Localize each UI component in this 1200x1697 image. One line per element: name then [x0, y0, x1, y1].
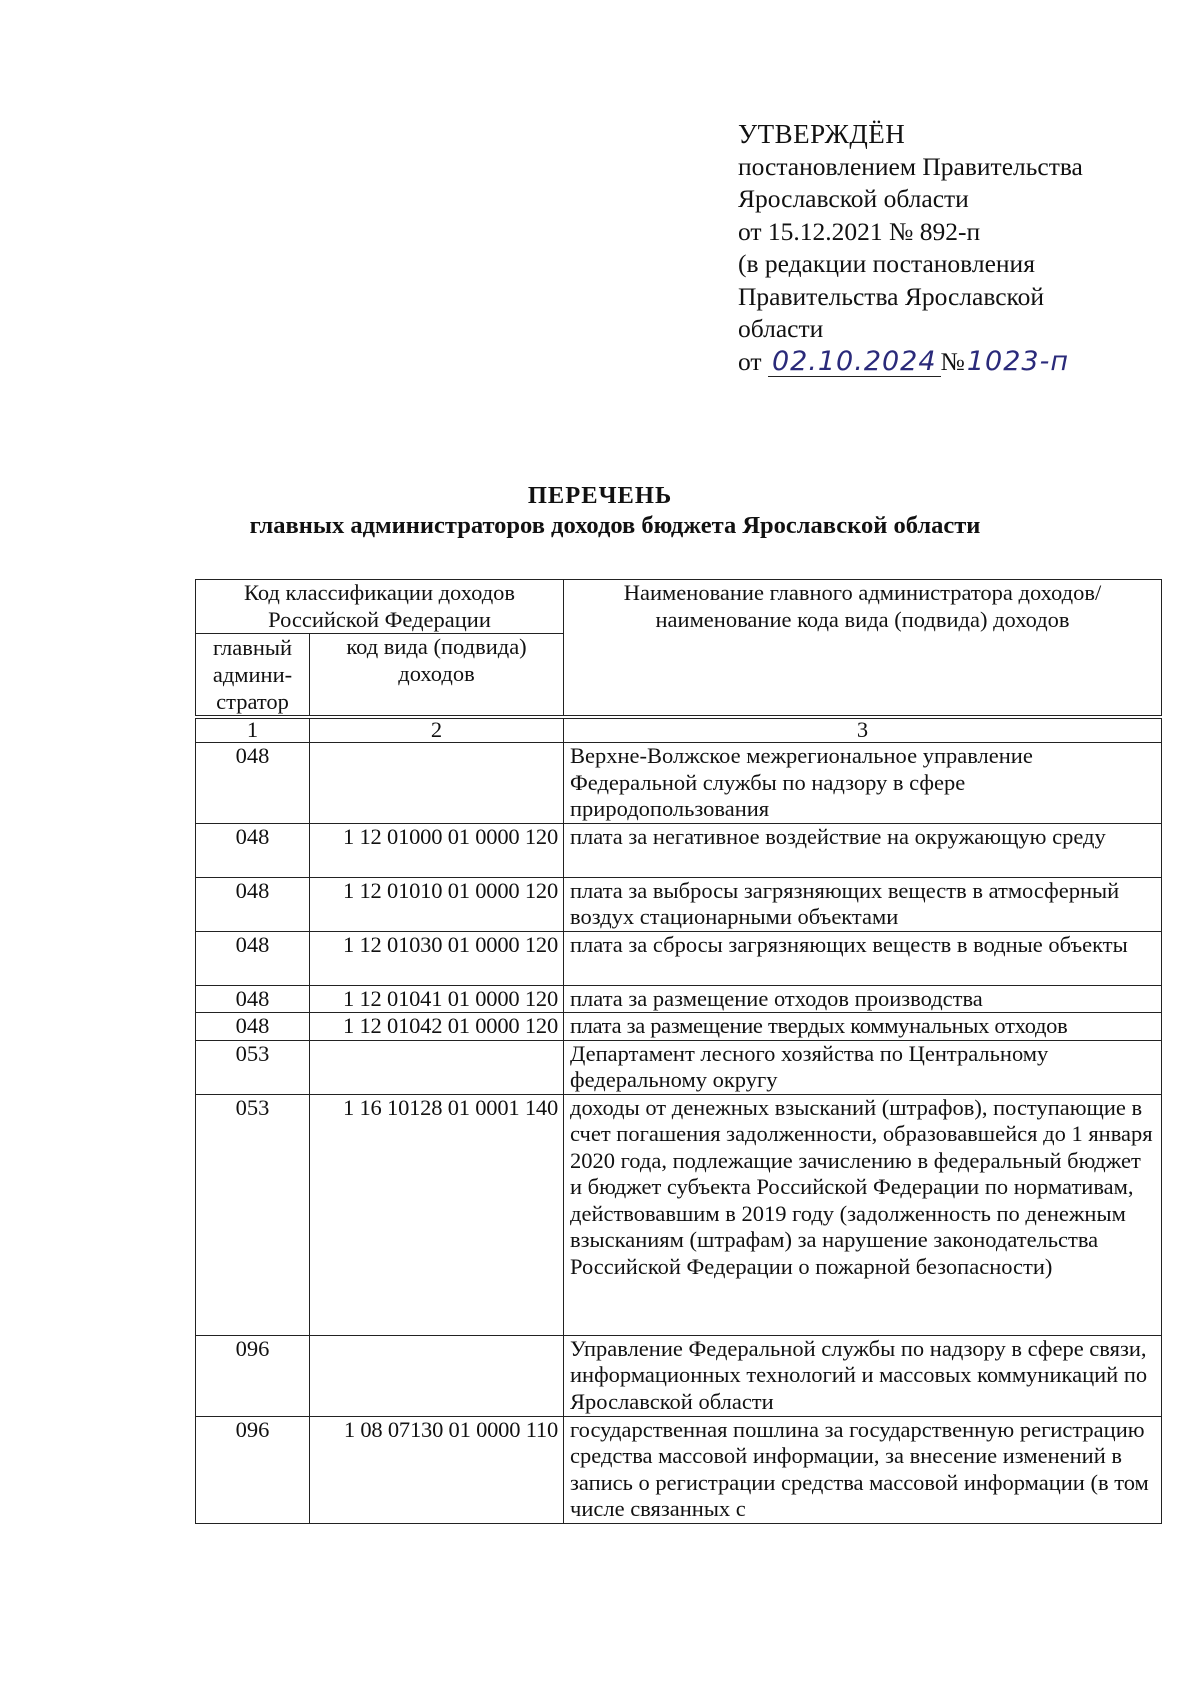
table-row: [196, 1013, 1162, 1041]
handwritten-number: 1023-п: [966, 345, 1069, 377]
admin-code: 048: [196, 877, 310, 931]
approval-heading: УТВЕРЖДЁН: [738, 119, 906, 149]
admin-code: 053: [196, 1094, 310, 1335]
table-row: [196, 1416, 1162, 1523]
table-row: [196, 877, 1162, 931]
revenue-name: плата за негативное воздействие на окружающую среду: [564, 823, 1162, 877]
approval-line: Правительства Ярославской: [738, 281, 1045, 311]
admin-code: 096: [196, 1416, 310, 1523]
revenue-name: Верхне-Волжское межрегиональное управление Федеральной службы по надзору в сфере природопользования: [564, 743, 1162, 824]
approval-stamp: [738, 118, 1158, 378]
table-row: [196, 1094, 1162, 1335]
revenue-name: государственная пошлина за государственную регистрацию средства массовой информации, за внесение изменений в запись о регистрации средства массовой информации (в том числе связанных с: [564, 1416, 1162, 1523]
column-number: 3: [564, 717, 1162, 743]
revenue-code: 1 12 01042 01 0000 120: [310, 1013, 564, 1041]
revenue-code: [310, 1335, 564, 1416]
admin-code: 048: [196, 743, 310, 824]
table-row: [196, 985, 1162, 1013]
approval-line: (в редакции постановления: [738, 249, 1035, 278]
amendment-prefix: от: [738, 346, 762, 376]
table-header-row: [196, 580, 1162, 634]
table-row: [196, 1040, 1162, 1094]
amendment-line: [738, 346, 1158, 379]
revenue-name: Департамент лесного хозяйства по Центральному федеральному округу: [564, 1040, 1162, 1094]
handwritten-date: 02.10.2024: [768, 348, 941, 377]
column-number: 2: [310, 717, 564, 743]
revenue-name: плата за выбросы загрязняющих веществ в атмосферный воздух стационарными объектами: [564, 877, 1162, 931]
document-title: ПЕРЕЧЕНЬ: [527, 482, 673, 509]
revenue-code: [310, 743, 564, 824]
header-revenue-code: код вида (подвида) доходов: [310, 634, 564, 718]
revenue-name: плата за размещение отходов производства: [564, 985, 1162, 1013]
admin-code: 048: [196, 1013, 310, 1041]
admin-code: 048: [196, 931, 310, 985]
admin-code: 096: [196, 1335, 310, 1416]
column-numbers-row: [196, 717, 1162, 743]
revenue-code: 1 08 07130 01 0000 110: [310, 1416, 564, 1523]
revenue-name: доходы от денежных взысканий (штрафов), поступающие в счет погашения задолженности, образовавшейся до 1 января 2020 года, подлежащие зачислению в федеральный бюджет и бюджет субъекта Российской Федерации по нормативам, действовавшим в 2019 году (задолженность по денежным взысканиям (штрафам) за нарушение законодательства Российской Федерации о пожарной безопасности): [564, 1094, 1162, 1335]
header-chief-admin: главный админи-стратор: [196, 634, 310, 718]
approval-line: области: [738, 314, 824, 343]
admin-code: 048: [196, 985, 310, 1013]
revenue-code: 1 12 01041 01 0000 120: [310, 985, 564, 1013]
column-number: 1: [196, 717, 310, 743]
revenue-code: 1 12 01000 01 0000 120: [310, 823, 564, 877]
approval-line: от 15.12.2021 № 892-п: [738, 216, 981, 246]
revenue-name: Управление Федеральной службы по надзору в сфере связи, информационных технологий и массовых коммуникаций по Ярославской области: [564, 1335, 1162, 1416]
revenue-admin-table: [195, 579, 1162, 1524]
revenue-code: 1 12 01010 01 0000 120: [310, 877, 564, 931]
revenue-name: плата за размещение твердых коммунальных отходов: [564, 1013, 1162, 1041]
table-row: [196, 931, 1162, 985]
header-classification-code: Код классификации доходов Российской Федерации: [196, 580, 564, 634]
table-row: [196, 1335, 1162, 1416]
revenue-code: 1 12 01030 01 0000 120: [310, 931, 564, 985]
approval-line: постановлением Правительства: [738, 151, 1083, 181]
revenue-code: 1 16 10128 01 0001 140: [310, 1094, 564, 1335]
header-name: Наименование главного администратора доходов/наименование кода вида (подвида) доходов: [564, 580, 1162, 718]
revenue-code: [310, 1040, 564, 1094]
table-row: [196, 823, 1162, 877]
admin-code: 048: [196, 823, 310, 877]
approval-line: Ярославской области: [738, 184, 969, 213]
document-subtitle: главных администраторов доходов бюджета Ярославской области: [249, 512, 981, 539]
revenue-name: плата за сбросы загрязняющих веществ в водные объекты: [564, 931, 1162, 985]
admin-code: 053: [196, 1040, 310, 1094]
table-row: [196, 743, 1162, 824]
number-sign: №: [940, 346, 965, 376]
